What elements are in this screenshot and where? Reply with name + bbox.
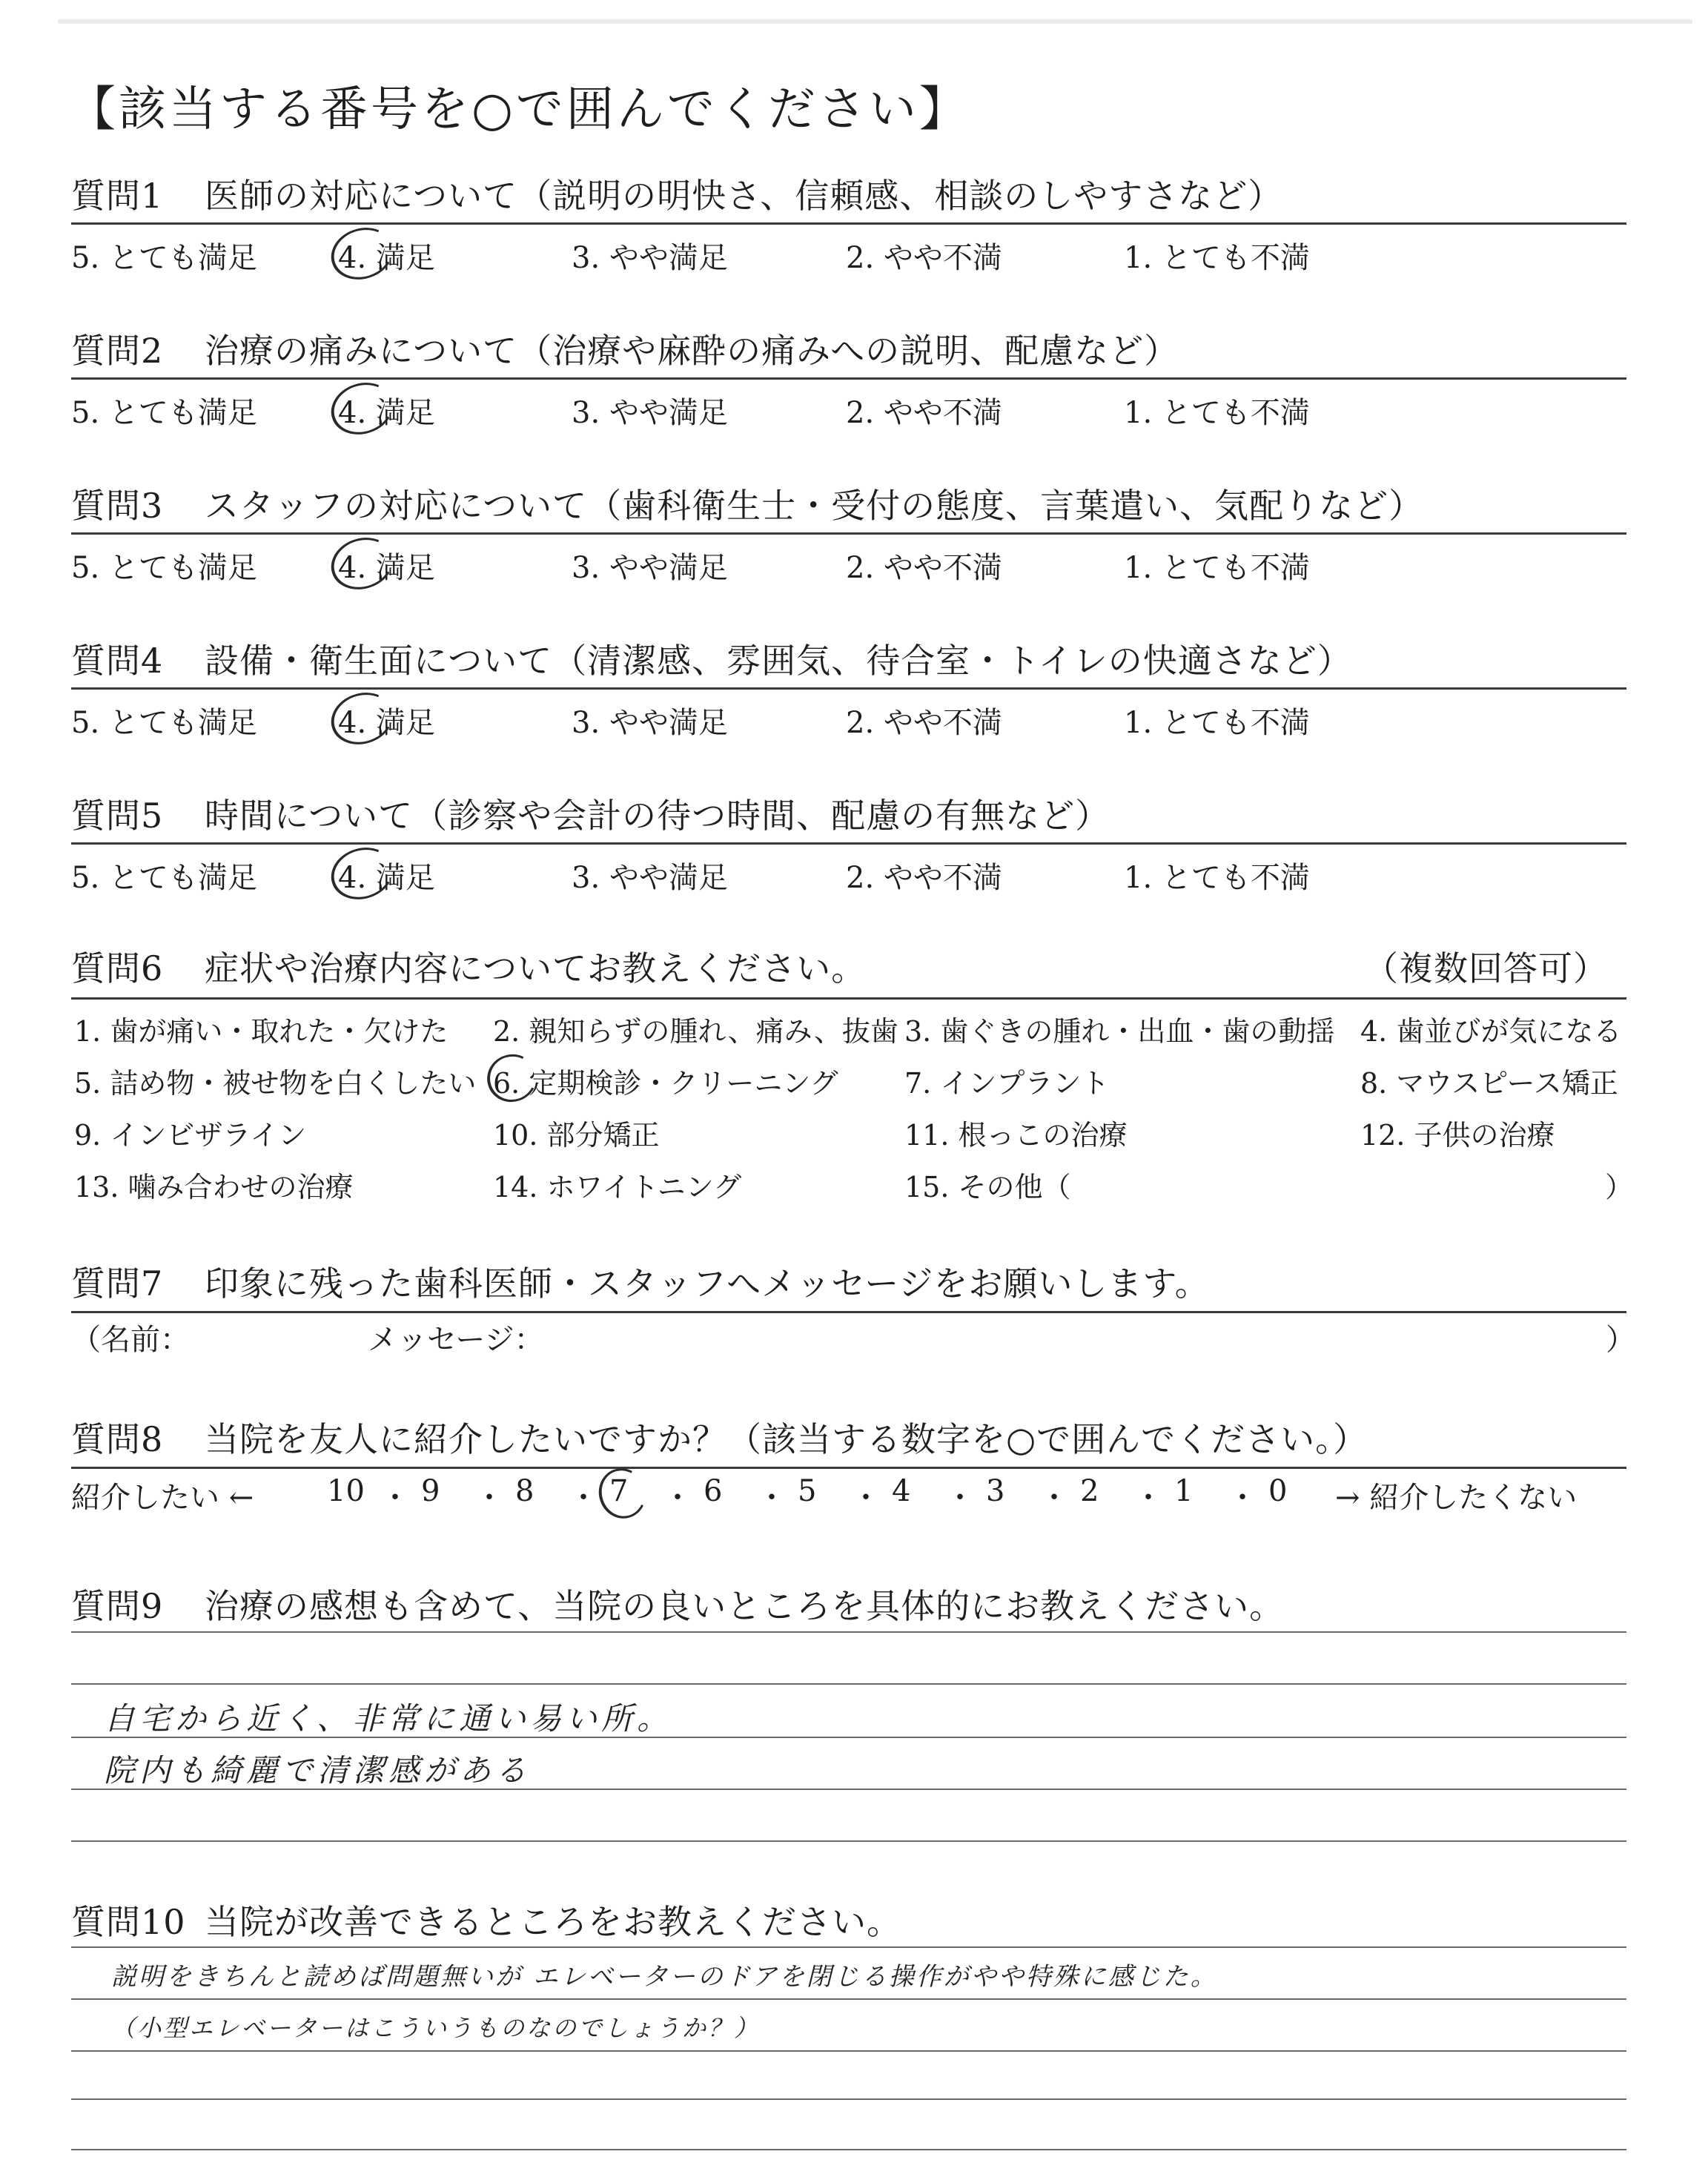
q5-option-3[interactable]: 3. やや満足 xyxy=(572,861,728,895)
q3-option-5[interactable]: 5. とても満足 xyxy=(71,551,257,585)
q10-answer-1: 説明をきちんと読めば問題無いが エレベーターのドアを閉じる操作がやや特殊に感じた。 xyxy=(111,1962,1218,1992)
q8-scale-value[interactable]: 6 xyxy=(704,1474,723,1508)
q8-scale-separator: ・ xyxy=(569,1481,598,1515)
q8-scale-separator: ・ xyxy=(1228,1481,1257,1515)
q2-option-2[interactable]: 2. やや不満 xyxy=(846,396,1002,430)
q8-scale-separator: ・ xyxy=(757,1481,787,1515)
q8-scale-separator: ・ xyxy=(945,1481,975,1515)
q8-title xyxy=(71,1413,1368,1462)
q9-answer-2: 院内も綺麗で清潔感がある xyxy=(104,1752,532,1789)
q6-option[interactable]: 10. 部分矯正 xyxy=(493,1119,660,1152)
q8-right-label: → 紹介したくない xyxy=(1335,1481,1578,1515)
q10-number: 質問10 xyxy=(71,1902,186,1942)
q4-number: 質問4 xyxy=(71,641,164,681)
q9-number: 質問9 xyxy=(71,1586,164,1626)
q6-option[interactable]: 9. インビザライン xyxy=(74,1119,307,1152)
q10-answer-2: （小型エレベーターはこういうものなのでしょうか？） xyxy=(111,2014,761,2042)
q1-option-4[interactable]: 4. 満足 xyxy=(338,241,435,275)
q7-title xyxy=(71,1257,1210,1306)
q8-scale-separator: ・ xyxy=(1133,1481,1163,1515)
q8-scale-value[interactable]: 3 xyxy=(986,1474,1005,1508)
q3-number: 質問3 xyxy=(71,486,164,526)
q10-line-4 xyxy=(71,2098,1626,2100)
q8-text: 当院を友人に紹介したいですか？（該当する数字を○で囲んでください。） xyxy=(205,1419,1368,1459)
q4-option-5[interactable]: 5. とても満足 xyxy=(71,706,257,740)
q6-option[interactable]: 2. 親知らずの腫れ、痛み、抜歯 xyxy=(493,1015,898,1048)
q5-option-5[interactable]: 5. とても満足 xyxy=(71,861,257,895)
q1-text: 医師の対応について（説明の明快さ、信頼感、相談のしやすさなど） xyxy=(205,176,1283,216)
q6-option[interactable]: 12. 子供の治療 xyxy=(1360,1119,1555,1152)
q3-option-3[interactable]: 3. やや満足 xyxy=(572,551,728,585)
q4-text: 設備・衛生面について（清潔感、雰囲気、待合室・トイレの快適さなど） xyxy=(205,641,1352,681)
q2-option-1[interactable]: 1. とても不満 xyxy=(1124,396,1310,430)
q3-option-2[interactable]: 2. やや不満 xyxy=(846,551,1002,585)
q5-options xyxy=(71,854,1628,899)
q4-option-4[interactable]: 4. 満足 xyxy=(338,706,435,740)
q6-option[interactable]: 8. マウスピース矯正 xyxy=(1360,1067,1618,1100)
q1-title xyxy=(71,169,1282,218)
selection-circle xyxy=(325,530,400,598)
top-border xyxy=(58,19,1692,24)
q1-option-2[interactable]: 2. やや不満 xyxy=(846,241,1002,275)
q1-options xyxy=(71,234,1628,279)
q6-option[interactable]: 3. 歯ぐきの腫れ・出血・歯の動揺 xyxy=(904,1015,1335,1048)
q6-option[interactable]: 4. 歯並びが気になる xyxy=(1360,1015,1622,1048)
q1-option-3[interactable]: 3. やや満足 xyxy=(572,241,728,275)
q6-number: 質問6 xyxy=(71,948,164,988)
q10-line-2 xyxy=(71,1998,1626,2000)
q2-option-3[interactable]: 3. やや満足 xyxy=(572,396,728,430)
q7-close-paren: ） xyxy=(1606,1323,1635,1357)
q5-rule xyxy=(71,842,1626,845)
q10-line-3 xyxy=(71,2050,1626,2052)
q5-option-2[interactable]: 2. やや不満 xyxy=(846,861,1002,895)
q9-answer-1: 自宅から近く、非常に通い易い所。 xyxy=(104,1700,673,1737)
q6-option[interactable]: 11. 根っこの治療 xyxy=(904,1119,1128,1152)
q2-number: 質問2 xyxy=(71,331,164,371)
q6-note: （複数回答可） xyxy=(1364,948,1608,988)
q7-number: 質問7 xyxy=(71,1264,164,1304)
q8-scale-value[interactable]: 7 xyxy=(609,1474,629,1508)
q6-option[interactable]: 1. 歯が痛い・取れた・欠けた xyxy=(74,1015,448,1048)
q2-text: 治療の痛みについて（治療や麻酔の痛みへの説明、配慮など） xyxy=(205,331,1179,371)
q3-option-1[interactable]: 1. とても不満 xyxy=(1124,551,1310,585)
q5-title xyxy=(71,789,1110,838)
selection-circle xyxy=(325,840,400,908)
q8-scale-separator: ・ xyxy=(474,1481,504,1515)
q6-option[interactable]: 15. その他（ xyxy=(904,1171,1071,1203)
q5-option-4[interactable]: 4. 満足 xyxy=(338,861,435,895)
selection-circle xyxy=(325,685,400,753)
q2-title xyxy=(71,324,1179,373)
q8-scale-value[interactable]: 4 xyxy=(892,1474,911,1508)
q2-option-4[interactable]: 4. 満足 xyxy=(338,396,435,430)
q4-options xyxy=(71,699,1628,744)
q7-message-label: メッセージ： xyxy=(368,1323,544,1357)
q9-line-5 xyxy=(71,1840,1626,1842)
q6-rule xyxy=(71,997,1626,1000)
q10-text: 当院が改善できるところをお教えください。 xyxy=(205,1902,901,1942)
q8-rule xyxy=(71,1467,1626,1469)
q3-text: スタッフの対応について（歯科衛生士・受付の態度、言葉遣い、気配りなど） xyxy=(205,486,1424,526)
q8-scale-value[interactable]: 5 xyxy=(798,1474,817,1508)
q9-line-1 xyxy=(71,1631,1626,1633)
q8-left-label: 紹介したい ← xyxy=(71,1481,254,1515)
q2-rule xyxy=(71,377,1626,380)
q7-rule xyxy=(71,1311,1626,1313)
q8-scale-value[interactable]: 8 xyxy=(515,1474,534,1508)
selection-circle xyxy=(325,220,400,288)
q2-options xyxy=(71,389,1628,434)
q8-scale-separator: ・ xyxy=(1039,1481,1069,1515)
q8-scale-value[interactable]: 9 xyxy=(421,1474,440,1508)
q10-line-5 xyxy=(71,2149,1626,2150)
q6-option[interactable]: 6. 定期検診・クリーニング xyxy=(493,1067,838,1100)
q5-number: 質問5 xyxy=(71,796,164,836)
q1-option-1[interactable]: 1. とても不満 xyxy=(1124,241,1310,275)
q6-option[interactable]: 7. インプラント xyxy=(904,1067,1110,1100)
q4-title xyxy=(71,634,1352,683)
q2-option-5[interactable]: 5. とても満足 xyxy=(71,396,257,430)
q8-scale-separator: ・ xyxy=(851,1481,881,1515)
q4-option-1[interactable]: 1. とても不満 xyxy=(1124,706,1310,740)
q5-text: 時間について（診察や会計の待つ時間、配慮の有無など） xyxy=(205,796,1110,836)
q10-title xyxy=(71,1895,901,1944)
q8-number: 質問8 xyxy=(71,1419,164,1459)
q1-number: 質問1 xyxy=(71,176,164,216)
q10-line-1 xyxy=(71,1946,1626,1948)
q8-scale-separator: ・ xyxy=(380,1481,410,1515)
q8-scale-value[interactable]: 10 xyxy=(327,1474,365,1508)
q3-options xyxy=(71,544,1628,589)
q8-scale-value[interactable]: 0 xyxy=(1268,1474,1288,1508)
q6-option[interactable]: 5. 詰め物・被せ物を白くしたい xyxy=(74,1067,477,1100)
q6-option[interactable]: 13. 噛み合わせの治療 xyxy=(74,1171,354,1203)
q8-scale-value[interactable]: 1 xyxy=(1174,1474,1194,1508)
q3-option-4[interactable]: 4. 満足 xyxy=(338,551,435,585)
q8-scale-separator: ・ xyxy=(663,1481,692,1515)
q4-option-2[interactable]: 2. やや不満 xyxy=(846,706,1002,740)
q9-line-2 xyxy=(71,1683,1626,1685)
q3-title xyxy=(71,479,1423,528)
selection-circle xyxy=(592,1462,652,1525)
selection-circle xyxy=(325,375,400,443)
q1-rule xyxy=(71,222,1626,225)
q4-rule xyxy=(71,687,1626,690)
q6-title xyxy=(71,942,866,991)
q6-option: ） xyxy=(1605,1171,1634,1203)
q8-scale-value[interactable]: 2 xyxy=(1080,1474,1099,1508)
q1-option-5[interactable]: 5. とても満足 xyxy=(71,241,257,275)
q7-name-label: （名前： xyxy=(71,1323,190,1357)
q3-rule xyxy=(71,532,1626,535)
form-header: 【該当する番号を○で囲んでください】 xyxy=(68,82,970,137)
q4-option-3[interactable]: 3. やや満足 xyxy=(572,706,728,740)
q9-title xyxy=(71,1579,1284,1628)
q6-text: 症状や治療内容についてお教えください。 xyxy=(205,948,867,988)
q7-text: 印象に残った歯科医師・スタッフへメッセージをお願いします。 xyxy=(205,1264,1210,1304)
q5-option-1[interactable]: 1. とても不満 xyxy=(1124,861,1310,895)
q6-option[interactable]: 14. ホワイトニング xyxy=(493,1171,742,1203)
q9-text: 治療の感想も含めて、当院の良いところを具体的にお教えください。 xyxy=(205,1586,1285,1626)
